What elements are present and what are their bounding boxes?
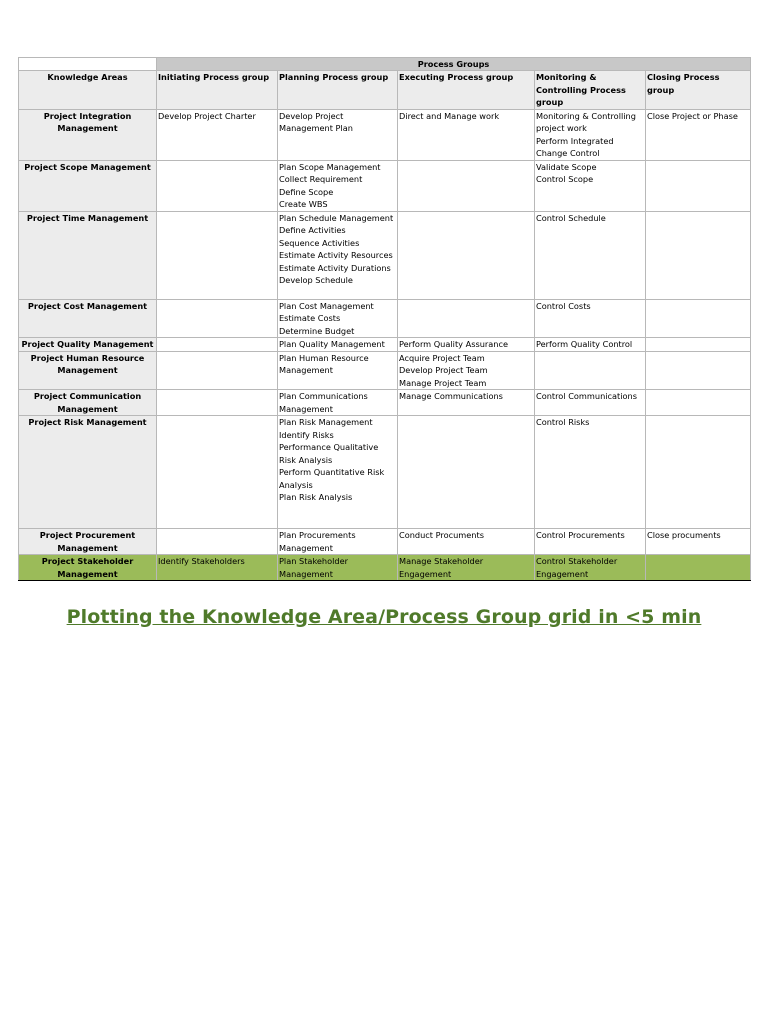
header-closing: Closing Process group — [646, 71, 751, 110]
monitoring-cell — [535, 390, 646, 416]
planning-processes: Plan Communications Management — [279, 391, 368, 414]
planning-processes: Plan Cost Management Estimate Costs Determine Budget — [279, 300, 374, 336]
knowledge-area-cell — [19, 160, 157, 211]
planning-cell — [278, 109, 398, 160]
planning-cell — [278, 390, 398, 416]
executing-cell — [398, 390, 535, 416]
knowledge-area-label: Project Stakeholder Management — [41, 556, 134, 579]
initiating-cell — [157, 338, 278, 352]
knowledge-area-cell — [19, 351, 157, 390]
planning-cell — [278, 529, 398, 555]
table-row — [19, 529, 751, 555]
knowledge-area-cell — [19, 416, 157, 529]
knowledge-area-cell — [19, 299, 157, 338]
header-planning: Planning Process group — [278, 71, 398, 110]
knowledge-area-label: Project Scope Management — [24, 161, 151, 172]
monitoring-processes: Perform Quality Control — [536, 339, 633, 349]
executing-cell — [398, 416, 535, 529]
knowledge-area-cell — [19, 338, 157, 352]
planning-processes: Develop Project Management Plan — [279, 110, 353, 133]
closing-processes: Close procuments — [647, 530, 721, 540]
closing-cell — [646, 160, 751, 211]
monitoring-cell — [535, 529, 646, 555]
knowledge-area-cell — [19, 529, 157, 555]
table-row — [19, 211, 751, 299]
planning-cell — [278, 299, 398, 338]
knowledge-area-label: Project Communication Management — [33, 391, 142, 414]
executing-cell — [398, 160, 535, 211]
knowledge-area-label: Project Quality Management — [21, 339, 154, 349]
initiating-processes: Develop Project Charter — [158, 110, 256, 121]
initiating-processes: Identify Stakeholders — [158, 556, 245, 566]
initiating-cell — [157, 160, 278, 211]
executing-cell — [398, 299, 535, 338]
closing-processes: Close Project or Phase — [647, 110, 738, 121]
executing-cell — [398, 555, 535, 581]
executing-processes: Manage Stakeholder Engagement — [399, 556, 484, 579]
table-row — [19, 299, 751, 338]
header-corner — [19, 58, 157, 71]
process-groups-header: Process Groups — [157, 58, 751, 71]
monitoring-processes: Control Schedule — [536, 212, 606, 223]
monitoring-processes: Control Procurements — [536, 530, 625, 540]
planning-processes: Plan Scope Management Collect Requirement Define Scope Create WBS — [279, 161, 381, 209]
table-row — [19, 338, 751, 352]
closing-cell — [646, 299, 751, 338]
executing-cell — [398, 529, 535, 555]
monitoring-processes: Control Risks — [536, 417, 590, 427]
closing-cell — [646, 529, 751, 555]
monitoring-cell — [535, 160, 646, 211]
planning-cell — [278, 416, 398, 529]
table-row-highlighted — [19, 555, 751, 581]
knowledge-area-cell — [19, 390, 157, 416]
initiating-cell — [157, 211, 278, 299]
monitoring-processes: Control Communications — [536, 391, 637, 401]
monitoring-cell — [535, 416, 646, 529]
monitoring-cell — [535, 211, 646, 299]
initiating-cell — [157, 109, 278, 160]
table-row — [19, 351, 751, 390]
knowledge-area-cell — [19, 211, 157, 299]
header-knowledge-areas: Knowledge Areas — [19, 71, 157, 110]
header-monitoring: Monitoring & Controlling Process group — [535, 71, 646, 110]
executing-processes: Acquire Project Team Develop Project Team Manage Project Team — [399, 352, 488, 388]
planning-cell — [278, 338, 398, 352]
knowledge-area-label: Project Integration Management — [43, 110, 132, 133]
planning-cell — [278, 160, 398, 211]
monitoring-cell — [535, 338, 646, 352]
executing-processes: Conduct Procuments — [399, 530, 484, 540]
initiating-cell — [157, 529, 278, 555]
monitoring-cell — [535, 299, 646, 338]
initiating-cell — [157, 390, 278, 416]
knowledge-area-label: Project Human Resource Management — [30, 352, 145, 375]
planning-cell — [278, 351, 398, 390]
planning-processes: Plan Procurements Management — [279, 530, 356, 553]
monitoring-processes: Validate Scope Control Scope — [536, 161, 597, 184]
monitoring-cell — [535, 351, 646, 390]
knowledge-area-cell — [19, 109, 157, 160]
knowledge-area-label: Project Time Management — [26, 212, 149, 223]
header-executing: Executing Process group — [398, 71, 535, 110]
page-caption: Plotting the Knowledge Area/Process Group grid in <5 min — [66, 606, 702, 628]
knowledge-area-label: Project Procurement Management — [39, 530, 136, 553]
planning-processes: Plan Quality Management — [279, 339, 385, 349]
header-initiating: Initiating Process group — [157, 71, 278, 110]
table-row — [19, 160, 751, 211]
table-row — [19, 390, 751, 416]
table-row — [19, 416, 751, 529]
initiating-cell — [157, 416, 278, 529]
knowledge-area-label: Project Cost Management — [27, 300, 148, 311]
executing-cell — [398, 351, 535, 390]
executing-processes: Direct and Manage work — [399, 110, 500, 121]
initiating-cell — [157, 351, 278, 390]
executing-cell — [398, 211, 535, 299]
closing-cell — [646, 555, 751, 581]
closing-cell — [646, 416, 751, 529]
executing-processes: Perform Quality Assurance — [399, 339, 509, 349]
planning-cell — [278, 555, 398, 581]
executing-processes: Manage Communications — [399, 391, 503, 401]
planning-processes: Plan Stakeholder Management — [279, 556, 349, 579]
planning-processes: Plan Schedule Management Define Activities Sequence Activities Estimate Activity Resources Estimate Activity Durations Develop Schedule — [279, 212, 394, 285]
monitoring-processes: Control Stakeholder Engagement — [536, 556, 618, 579]
monitoring-processes: Control Costs — [536, 300, 591, 311]
initiating-cell — [157, 299, 278, 338]
planning-processes: Plan Risk Management Identify Risks Performance Qualitative Risk Analysis Perform Quantitative Risk Analysis Plan Risk Analysis — [279, 417, 385, 502]
knowledge-area-cell — [19, 555, 157, 581]
monitoring-cell — [535, 109, 646, 160]
monitoring-cell — [535, 555, 646, 581]
knowledge-area-label: Project Risk Management — [28, 417, 147, 427]
executing-cell — [398, 338, 535, 352]
planning-processes: Plan Human Resource Management — [279, 352, 369, 375]
knowledge-area-process-group-grid — [18, 57, 751, 581]
table-row — [19, 109, 751, 160]
closing-cell — [646, 351, 751, 390]
closing-cell — [646, 211, 751, 299]
closing-cell — [646, 390, 751, 416]
planning-cell — [278, 211, 398, 299]
closing-cell — [646, 338, 751, 352]
monitoring-processes: Monitoring & Controlling project work Perform Integrated Change Control — [536, 110, 636, 158]
closing-cell — [646, 109, 751, 160]
executing-cell — [398, 109, 535, 160]
initiating-cell — [157, 555, 278, 581]
